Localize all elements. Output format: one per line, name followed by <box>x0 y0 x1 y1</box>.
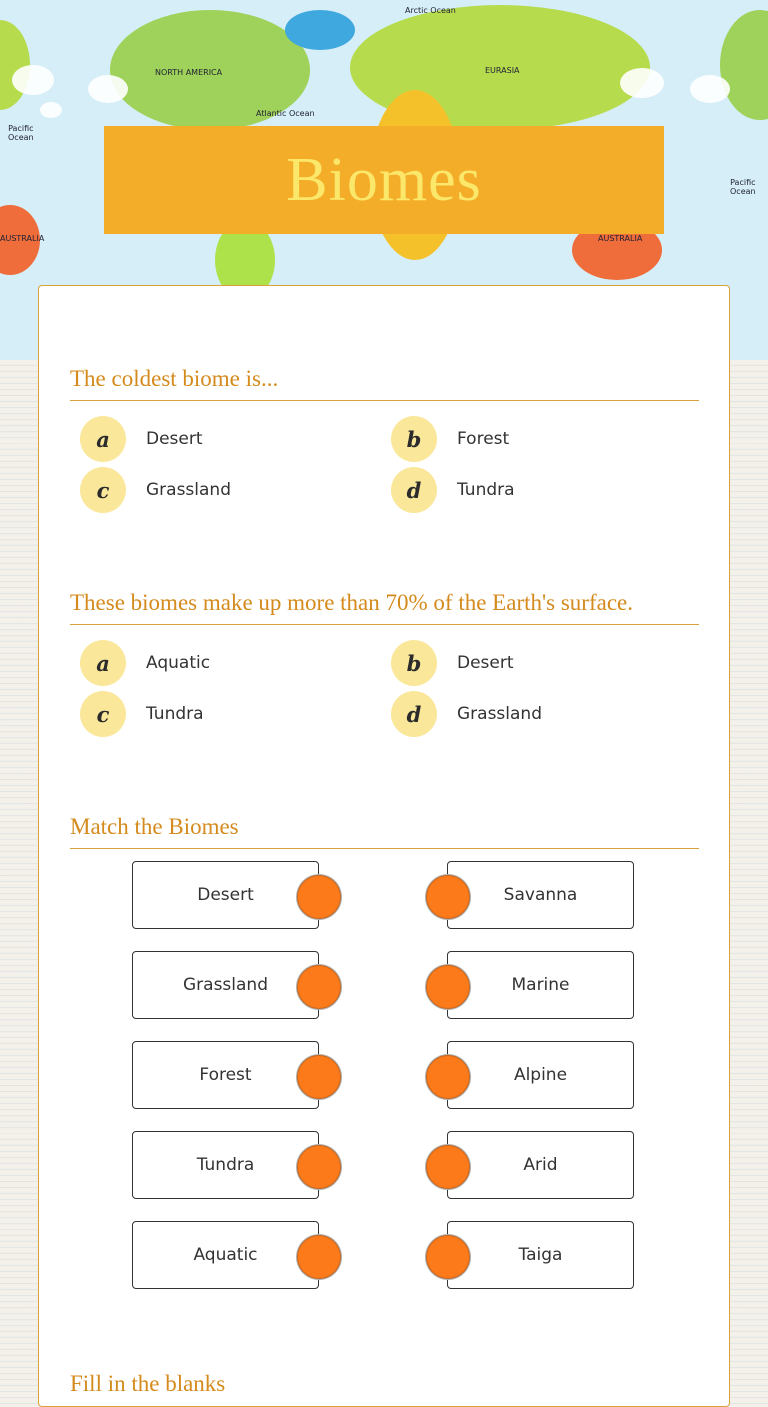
match-connector-dot[interactable] <box>297 1235 341 1279</box>
option-letter-badge: b <box>391 640 437 686</box>
map-greenland <box>285 10 355 50</box>
cloud-decoration <box>12 65 54 95</box>
option-letter-badge: a <box>80 416 126 462</box>
page-title: Biomes <box>286 145 482 214</box>
map-label-australia: AUSTRALIA <box>598 234 643 243</box>
answer-option-a[interactable] <box>80 640 210 686</box>
option-letter-badge: d <box>391 467 437 513</box>
option-letter-badge: a <box>80 640 126 686</box>
match-right-item[interactable]: Alpine <box>447 1041 634 1109</box>
question-1 <box>70 366 699 511</box>
map-label-australia: AUSTRALIA <box>0 234 45 243</box>
option-label: Desert <box>146 429 203 449</box>
answer-option-d[interactable] <box>391 467 515 513</box>
match-connector-dot[interactable] <box>426 1235 470 1279</box>
option-label: Forest <box>457 429 510 449</box>
option-letter-badge: c <box>80 467 126 513</box>
match-connector-dot[interactable] <box>297 1145 341 1189</box>
match-connector-dot[interactable] <box>297 965 341 1009</box>
match-connector-dot[interactable] <box>426 1055 470 1099</box>
map-label-arctic-ocean: Arctic Ocean <box>405 6 456 15</box>
answer-option-c[interactable] <box>80 691 204 737</box>
option-letter-badge: d <box>391 691 437 737</box>
map-label-pacific-ocean: Pacific Ocean <box>730 178 756 196</box>
answer-option-a[interactable] <box>80 416 203 462</box>
option-letter-badge: b <box>391 416 437 462</box>
match-connector-dot[interactable] <box>426 1145 470 1189</box>
cloud-decoration <box>690 75 730 103</box>
question-prompt: Match the Biomes <box>70 814 699 849</box>
match-right-item[interactable]: Taiga <box>447 1221 634 1289</box>
match-right-item[interactable]: Savanna <box>447 861 634 929</box>
title-banner <box>104 126 664 234</box>
match-left-item[interactable]: Desert <box>132 861 319 929</box>
map-label-eurasia: EURASIA <box>485 66 520 75</box>
next-section-title: Fill in the blanks <box>70 1371 226 1396</box>
map-label-pacific-ocean: Pacific Ocean <box>8 124 34 142</box>
map-label-north-america: NORTH AMERICA <box>155 68 223 77</box>
match-connector-dot[interactable] <box>426 965 470 1009</box>
answer-option-b[interactable] <box>391 416 509 462</box>
answer-options <box>70 625 699 735</box>
match-connector-dot[interactable] <box>297 1055 341 1099</box>
cloud-decoration <box>40 102 62 118</box>
question-prompt: These biomes make up more than 70% of the Earth's surface. <box>70 590 699 625</box>
map-label-atlantic-ocean: Atlantic Ocean <box>256 109 315 118</box>
option-label: Aquatic <box>146 653 211 673</box>
worksheet-card <box>38 285 730 1407</box>
option-label: Grassland <box>146 480 231 500</box>
answer-option-b[interactable] <box>391 640 514 686</box>
answer-options <box>70 401 699 511</box>
map-continent-right-edge <box>720 10 768 120</box>
option-label: Tundra <box>457 480 515 500</box>
match-left-item[interactable]: Aquatic <box>132 1221 319 1289</box>
question-2 <box>70 590 699 735</box>
option-label: Desert <box>457 653 514 673</box>
option-label: Grassland <box>457 704 542 724</box>
option-letter-badge: c <box>80 691 126 737</box>
match-left-item[interactable]: Forest <box>132 1041 319 1109</box>
cloud-decoration <box>88 75 128 103</box>
cloud-decoration <box>620 68 664 98</box>
match-left-item[interactable]: Grassland <box>132 951 319 1019</box>
answer-option-d[interactable] <box>391 691 542 737</box>
match-left-item[interactable]: Tundra <box>132 1131 319 1199</box>
matching-question <box>70 814 699 849</box>
match-right-item[interactable]: Arid <box>447 1131 634 1199</box>
option-label: Tundra <box>146 704 204 724</box>
match-connector-dot[interactable] <box>297 875 341 919</box>
match-connector-dot[interactable] <box>426 875 470 919</box>
question-prompt: The coldest biome is... <box>70 366 699 401</box>
answer-option-c[interactable] <box>80 467 231 513</box>
match-right-item[interactable]: Marine <box>447 951 634 1019</box>
